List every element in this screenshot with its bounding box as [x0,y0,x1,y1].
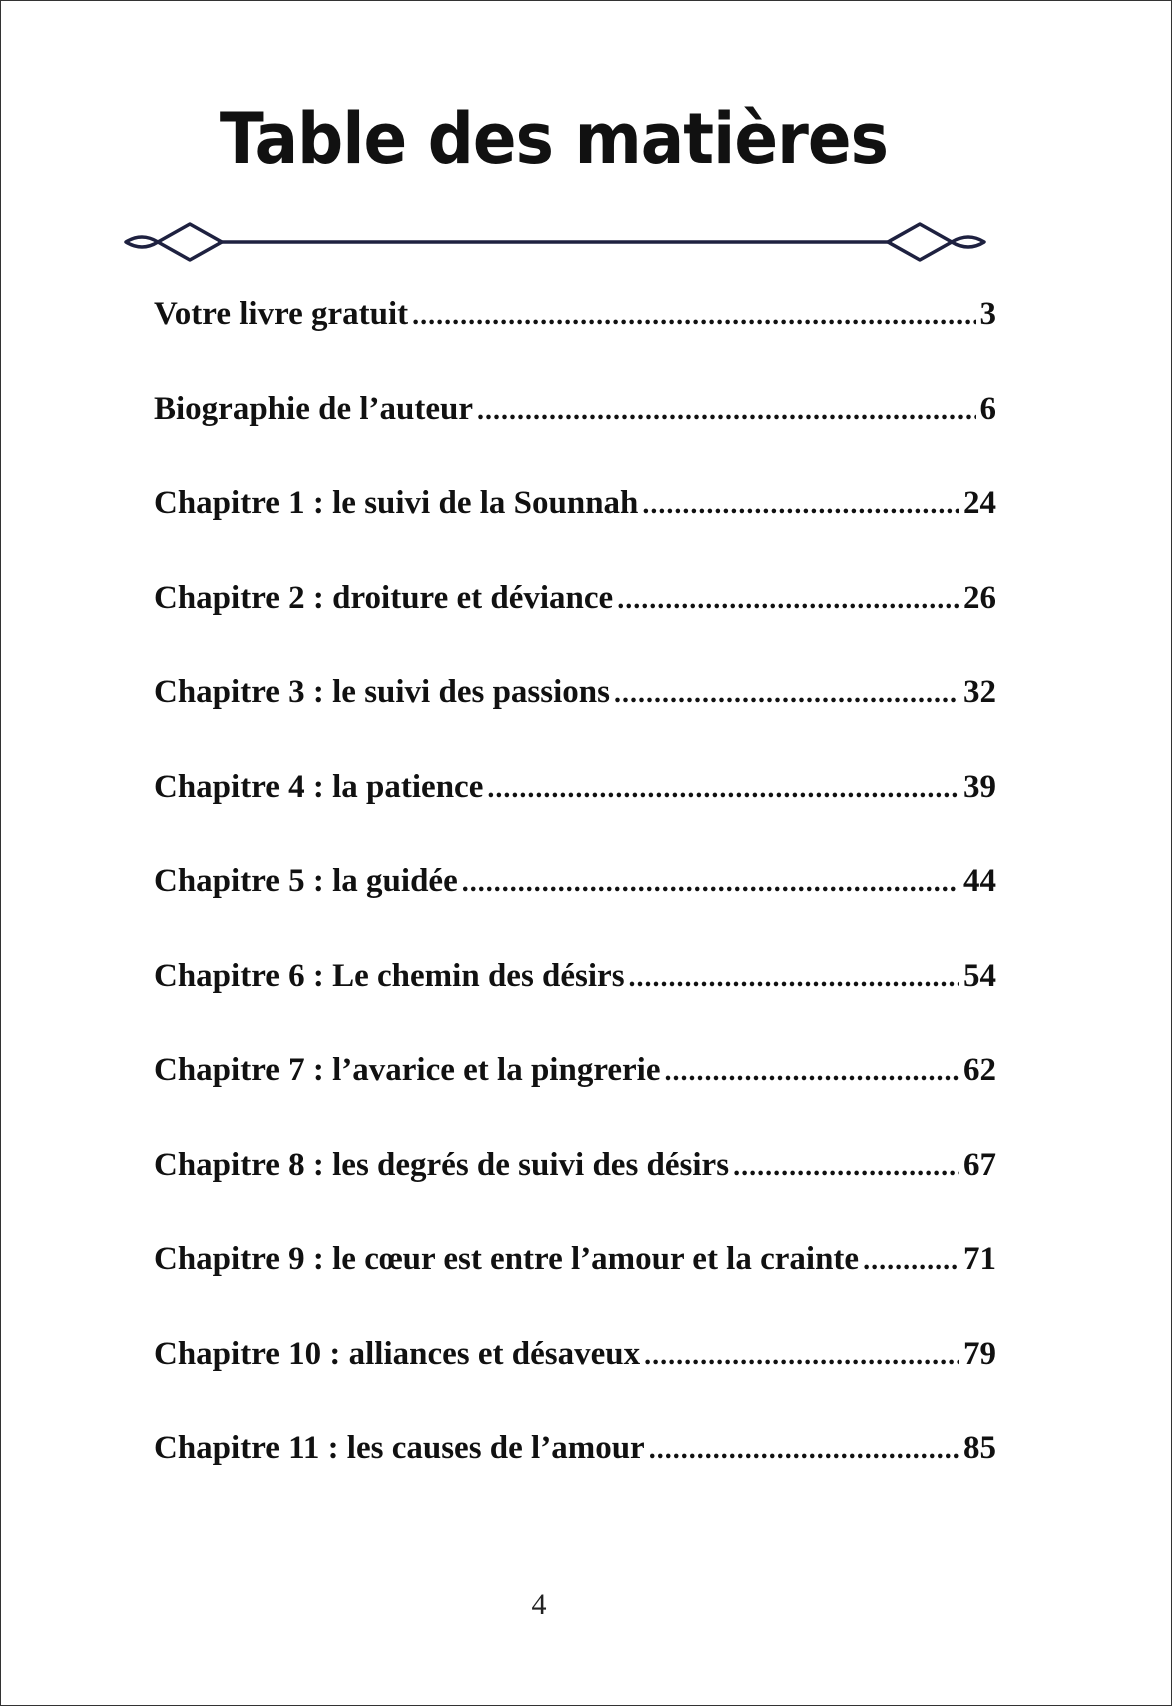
toc-dot-leader [642,489,959,521]
toc-entry-page: 3 [979,296,996,332]
toc-entry [154,1241,996,1336]
toc-dot-leader [412,300,975,332]
toc-entry-page: 26 [963,579,996,616]
toc-dot-leader [733,1151,959,1183]
toc-entry-page: 32 [963,674,996,710]
toc-entry-label: Chapitre 6 : Le chemin des désirs [154,957,625,994]
toc-entry-page: 39 [963,768,996,805]
toc-entry [154,1052,996,1147]
toc-entry [154,863,996,958]
toc-entry-label: Chapitre 2 : droiture et déviance [154,579,614,616]
toc-dot-leader [649,1434,959,1466]
toc-entry-label: Chapitre 5 : la guidée [154,863,458,899]
toc-entry-page: 54 [963,957,996,994]
toc-dot-leader [665,1056,960,1088]
toc-entry-label: Chapitre 11 : les causes de l’amour [154,1430,645,1466]
toc-entry-page: 67 [963,1146,996,1183]
ornament-divider [122,218,988,274]
toc-entry [154,769,996,864]
toc-dot-leader [487,773,959,805]
toc-entry-label: Chapitre 3 : le suivi des passions [154,674,610,710]
toc-dot-leader [644,1340,959,1372]
toc-entry-label: Chapitre 4 : la patience [154,768,484,805]
toc-dot-leader [477,395,976,427]
toc-entry-label: Chapitre 10 : alliances et désaveux [154,1335,641,1372]
toc-entry [154,485,996,580]
toc-dot-leader [614,678,959,710]
toc-entry-label: Chapitre 7 : l’avarice et la pingrerie [154,1052,661,1088]
toc-entry-page: 85 [963,1430,996,1466]
toc-entry [154,580,996,675]
toc-entry-page: 24 [963,485,996,521]
toc-entry-page: 44 [963,863,996,899]
toc-entry-page: 79 [963,1335,996,1372]
toc-entry [154,1336,996,1431]
toc-dot-leader [462,867,959,899]
toc-entry-page: 6 [979,390,996,427]
toc-entry-label: Chapitre 8 : les degrés de suivi des désirs [154,1146,730,1183]
page-number: 4 [531,1588,547,1621]
toc-dot-leader [863,1245,959,1277]
toc-entry-page: 71 [963,1241,996,1277]
toc-dot-leader [629,962,959,994]
page-title: Table des matières [219,98,889,180]
toc-entry-label: Chapitre 9 : le cœur est entre l’amour et la crainte [154,1241,860,1277]
toc-entry-label: Votre livre gratuit [154,296,409,332]
toc-entry [154,1430,996,1525]
toc-entry [154,958,996,1053]
toc-entry-label: Biographie de l’auteur [154,390,473,427]
table-of-contents [154,296,996,1525]
toc-entry-label: Chapitre 1 : le suivi de la Sounnah [154,485,639,521]
toc-dot-leader [617,584,959,616]
toc-entry [154,1147,996,1242]
toc-entry-page: 62 [963,1052,996,1088]
toc-entry [154,296,996,391]
toc-entry [154,674,996,769]
toc-entry [154,391,996,486]
